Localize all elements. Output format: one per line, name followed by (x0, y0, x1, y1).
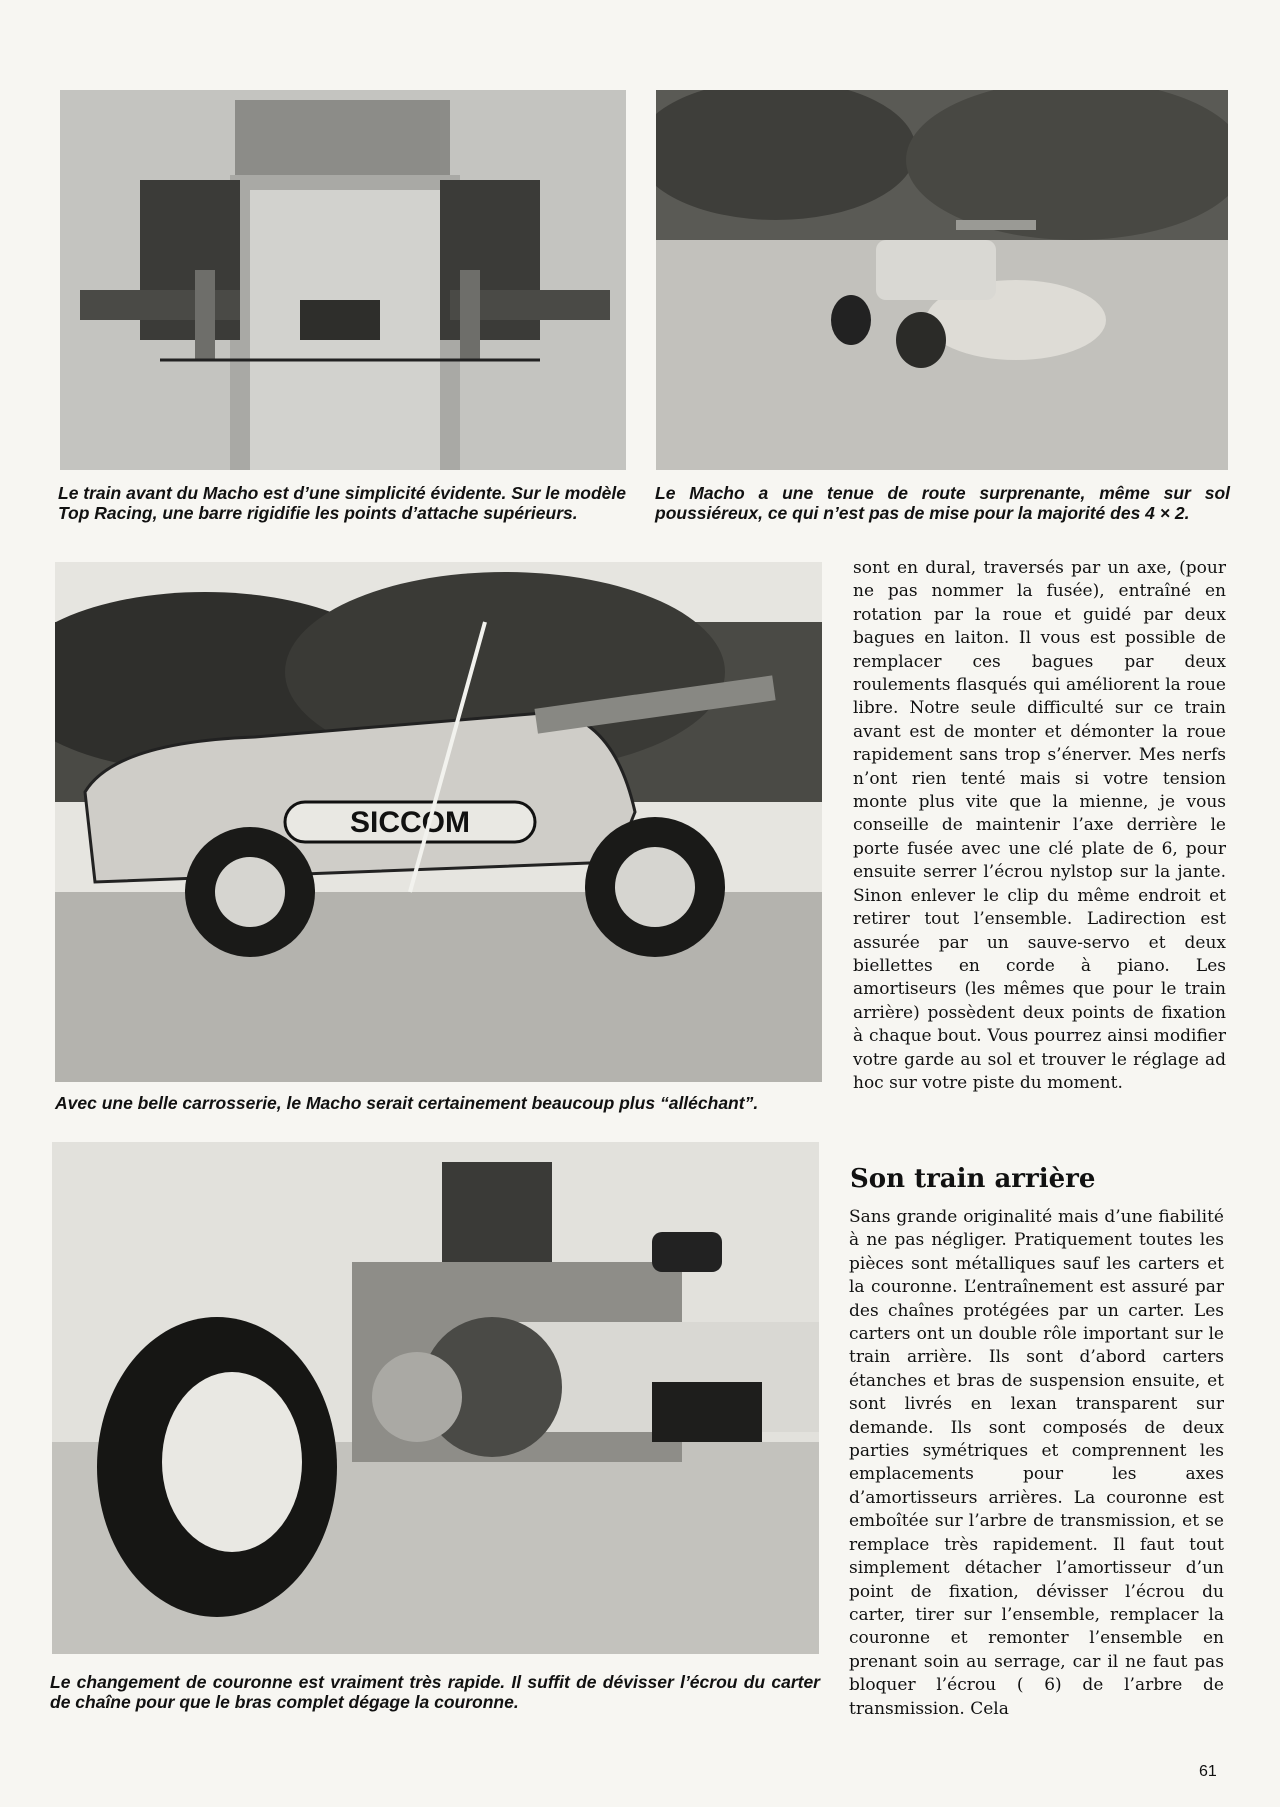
article-column-bottom: Sans grande originalité mais d’une fiabilité à ne pas négliger. Pratiquement toutes les pièces sont métalliques sauf les carters et la couronne. L’entraînement est assuré par des chaînes protégées par un carter. Les carters ont un double rôle important sur le train arrière. Ils sont d’abord carters étanches et bras de suspension ensuite, et sont livrés en lexan transparent sur demande. Ils sont composés de deux parties symétriques et comprennent les emplacements pour les axes d’amortisseurs arrières. La couronne est emboîtée sur l’arbre de transmission, et se remplace très rapidement. Il faut tout simplement détacher l’amortisseur d’un point de fixation, dévisser l’écrou du carter, tirer sur l’ensemble, remplacer la couronne et remonter l’ensemble en prenant soin au serrage, car il ne faut pas bloquer l’écrou ( 6) de l’arbre de transmission. Cela (849, 1207, 1224, 1719)
article-column-top: sont en dural, traversés par un axe, (pour ne pas nommer la fusée), entraîné en rotation par la roue et guidé par deux bagues en laiton. Il vous est possible de remplacer ces bagues par deux roulements flasqués qui améliorent la roue libre. Notre seule difficulté sur ce train avant est de monter et démonter la roue rapidement sans trop s’énerver. Mes nerfs n’ont rien tenté mais si votre tension monte plus vite que la mienne, je vous conseille de maintenir l’axe derrière le porte fusée avec une clé plate de 6, pour ensuite serrer l’écrou nylstop sur la jante. Sinon enlever le clip du même endroit et retirer tout l’ensemble. Ladirection est assurée par un sauve-servo et deux biellettes en corde à piano. Les amortiseurs (les mêmes que pour le train arrière) possèdent deux points de fixation à chaque bout. Vous pourrez ainsi modifier votre garde au sol et trouver le réglage ad hoc sur votre piste du moment. (853, 558, 1226, 1093)
siccom-buggy-caption: Avec une belle carrosserie, le Macho serait certainement beaucoup plus “alléchant”. (55, 1093, 759, 1113)
siccom-logo: SICCOM (350, 806, 470, 839)
siccom-buggy-illustration (55, 562, 822, 1082)
siccom-buggy-photo (55, 562, 822, 1082)
front-train-photo (60, 90, 626, 470)
front-train-illustration (60, 90, 626, 470)
rear-train-caption: Le changement de couronne est vraiment très rapide. Il suffit de dévisser l’écrou du carter de chaîne pour que le bras complet dégage la couronne. (50, 1672, 820, 1712)
page-number: 61 (1199, 1763, 1217, 1780)
buggy-action-illustration (656, 90, 1228, 470)
rear-train-photo (52, 1142, 819, 1654)
buggy-action-caption: Le Macho a une tenue de route surprenante, même sur sol poussiéreux, ce qui n’est pas de mise pour la majorité des 4 × 2. (655, 483, 1230, 523)
buggy-action-photo (656, 90, 1228, 470)
rear-train-illustration (52, 1142, 819, 1654)
section-heading: Son train arrière (850, 1164, 1096, 1194)
front-train-caption: Le train avant du Macho est d’une simplicité évidente. Sur le modèle Top Racing, une barre rigidifie les points d’attache supérieurs. (58, 483, 626, 523)
